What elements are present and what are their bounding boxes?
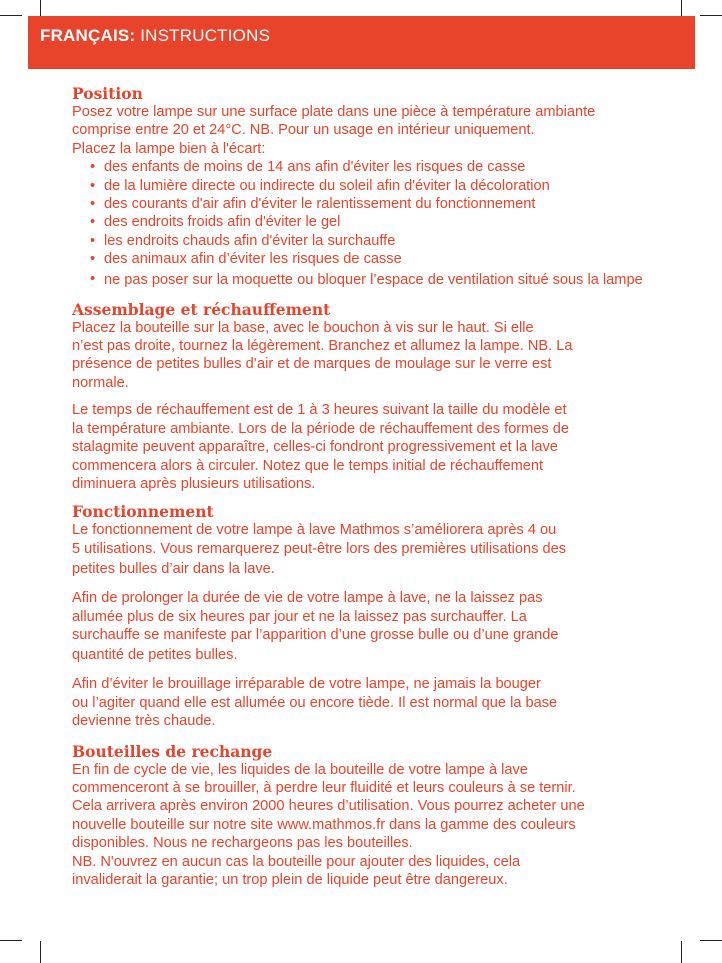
page-title [40,26,270,46]
page-title-rest: INSTRUCTIONS [135,26,271,45]
assemblage-paragraph-2 [72,401,672,493]
crop-mark-bottom-right-h [700,940,722,941]
text-line: stalagmite peuvent apparaître, celles-ci fondront progressivement et la lave [72,439,558,456]
section-position [72,84,672,291]
fonctionnement-paragraph-2 [72,589,672,666]
list-item: • les endroits chauds afin d'éviter la surchauffe [90,232,672,250]
text-line: 5 utilisations. Vous remarquerez peut-être lors des premières utilisations des [72,540,566,557]
crop-mark-top-left-h [0,15,22,16]
text-line: ou l’agiter quand elle est allumée ou encore tiède. Il est normal que la base [72,694,558,711]
text-line: la température ambiante. Lors de la période de réchauffement des formes de [72,420,570,437]
text-line: invaliderait la garantie; un trop plein de liquide peut être dangereux. [72,872,508,888]
text-line: devienne très chaude. [72,713,216,730]
position-text [72,103,672,158]
text-line: comprise entre 20 et 24°C. NB. Pour un usage en intérieur uniquement. [72,122,535,139]
heading-position: Position [72,84,143,103]
fonctionnement-paragraph-3 [72,675,672,730]
list-item: • des endroits froids afin d'éviter le gel [90,213,672,231]
crop-mark-bottom-left [40,941,41,963]
list-item: • ne pas poser sur la moquette ou bloquer l’espace de ventilation situé sous la lampe [90,269,672,291]
heading-assemblage: Assemblage et réchauffement [72,299,331,319]
text-line: Afin de prolonger la durée de vie de votre lampe à lave, ne la laissez pas [72,590,543,607]
list-item: • des enfants de moins de 14 ans afin d'éviter les risques de casse [90,158,672,176]
section-fonctionnement [72,502,672,730]
text-line: disponibles. Nous ne rechargeons pas les bouteilles. [72,835,413,852]
list-item: • des courants d'air afin d'éviter le ralentissement du fonctionnement [90,195,672,213]
list-item: • de la lumière directe ou indirecte du soleil afin d'éviter la décoloration [90,177,672,195]
section-bouteilles [72,740,672,890]
text-line: surchauffe se manifeste par l’apparition d’une grosse bulle ou d’une grande [72,626,559,643]
text-line: diminuera après plusieurs utilisations. [72,475,316,492]
text-line: nouvelle bouteille sur notre site www.mathmos.fr dans la gamme des couleurs [72,816,576,833]
text-line: Afin d’éviter le brouillage irréparable de votre lampe, ne jamais la bouger [72,676,541,693]
text-line: En fin de cycle de vie, les liquides de la bouteille de votre lampe à lave [72,761,528,778]
heading-fonctionnement: Fonctionnement [72,502,214,522]
text-line: Le temps de réchauffement est de 1 à 3 heures suivant la taille du modèle et [72,402,567,419]
paragraph-gap [72,666,672,675]
heading-bouteilles: Bouteilles de rechange [72,741,273,761]
page-title-language: FRANÇAIS: [40,26,136,45]
fonctionnement-paragraph-1 [72,521,672,580]
text-line: Posez votre lampe sur une surface plate dans une pièce à température ambiante [72,104,596,120]
paragraph-gap [72,392,672,401]
crop-mark-bottom-right [681,941,682,963]
text-line: NB. N'ouvrez en aucun cas la bouteille pour ajouter des liquides, cela [72,853,521,870]
instructions-body [72,84,672,898]
text-line: Le fonctionnement de votre lampe à lave Mathmos s’améliorera après 4 ou [72,522,557,539]
assemblage-paragraph-1 [72,319,672,393]
text-line: petites bulles d’air dans la lave. [72,561,275,578]
text-line: Placez la lampe bien à l'écart: [72,140,266,157]
text-line: normale. [72,374,129,391]
text-line: commencera alors à circuler. Notez que le temps initial de réchauffement [72,457,544,474]
paragraph-gap [72,580,672,589]
text-line: n’est pas droite, tournez la légèrement. Branchez et allumez la lampe. NB. La [72,338,573,355]
placement-warnings-list [72,158,672,290]
text-line: Cela arrivera après environ 2000 heures d’utilisation. Vous pourrez acheter une [72,798,585,815]
text-line: Placez la bouteille sur la base, avec le bouchon à vis sur le haut. Si elle [72,319,534,336]
text-line: quantité de petites bulles. [72,647,238,664]
section-assemblage [72,300,672,494]
crop-mark-top-right-h [700,15,722,16]
crop-mark-bottom-left-h [0,940,22,941]
text-line: présence de petites bulles d’air et de marques de moulage sur le verre est [72,356,552,373]
text-line: allumée plus de six heures par jour et ne la laissez pas surchauffer. La [72,608,527,625]
list-item: • des animaux afin d’éviter les risques de casse [90,250,672,268]
bouteilles-text [72,761,672,890]
text-line: commenceront à se brouiller, à perdre leur fluidité et leurs couleurs à se ternir. [72,779,576,796]
